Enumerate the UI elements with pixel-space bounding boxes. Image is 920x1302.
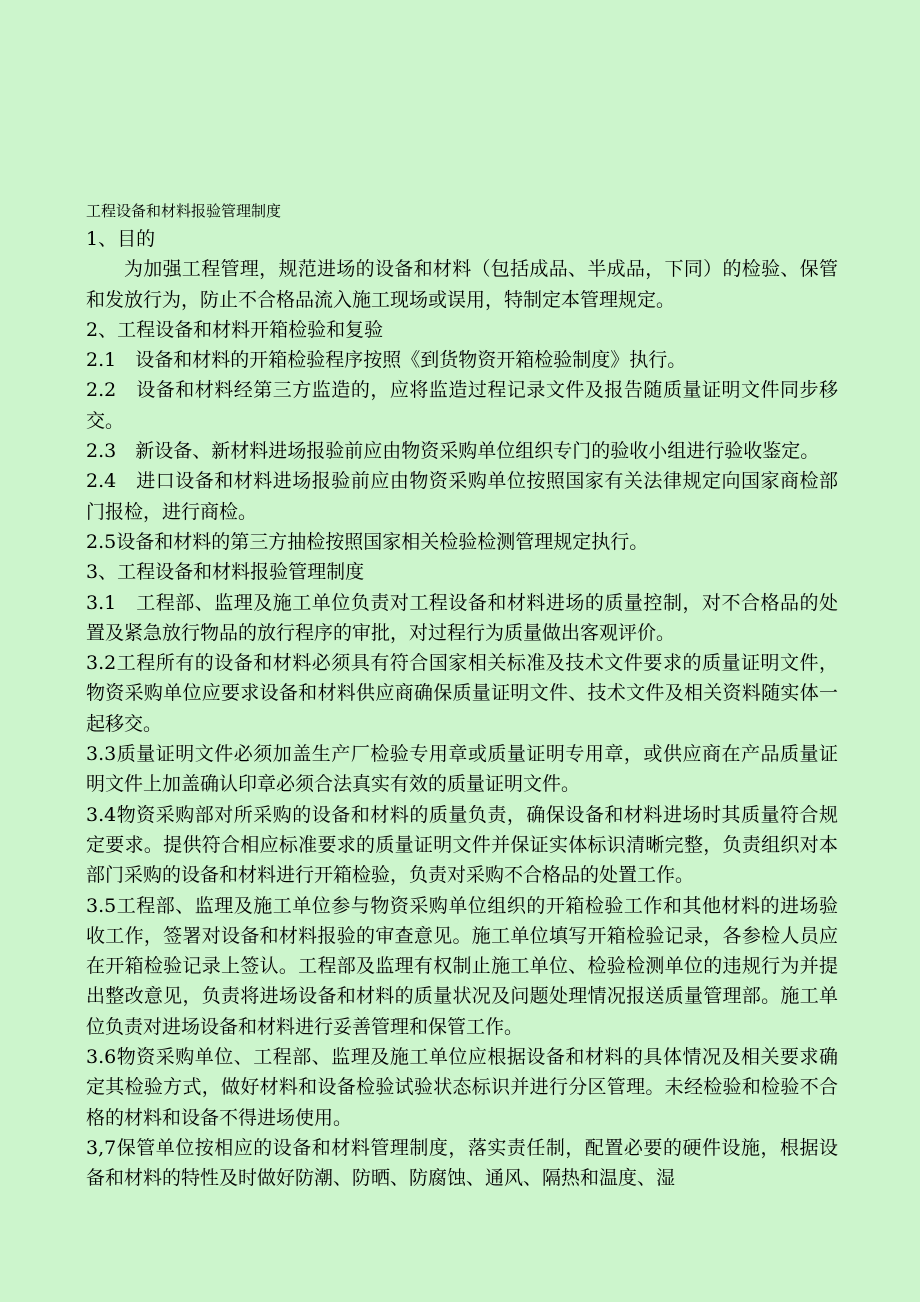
clause-3-3: 3.3质量证明文件必须加盖生产厂检验专用章或质量证明专用章，或供应商在产品质量证明文件上加盖确认印章必须合法真实有效的质量证明文件。 — [86, 743, 838, 796]
clause-3-2: 3.2工程所有的设备和材料必须具有符合国家相关标准及技术文件要求的质量证明文件，物资采购单位应要求设备和材料供应商确保质量证明文件、技术文件及相关资料随实体一起移交。 — [86, 652, 838, 735]
clause-3-7: 3,7保管单位按相应的设备和材料管理制度，落实责任制，配置必要的硬件设施，根据设备和材料的特性及时做好防潮、防晒、防腐蚀、通风、隔热和温度、湿 — [86, 1136, 838, 1190]
heading-section-3: 3、工程设备和材料报验管理制度 — [86, 561, 365, 584]
clause-2-2: 2.2 设备和材料经第三方监造的，应将监造过程记录文件及报告随质量证明文件同步移交。 — [86, 379, 838, 432]
document-body — [86, 224, 838, 1194]
clause-2-1: 2.1 设备和材料的开箱检验程序按照《到货物资开箱检验制度》执行。 — [86, 349, 687, 372]
heading-section-2: 2、工程设备和材料开箱检验和复验 — [86, 318, 384, 341]
clause-2-4: 2.4 进口设备和材料进场报验前应由物资采购单位按照国家有关法律规定向国家商检部门报检，进行商检。 — [86, 470, 838, 523]
document-page — [86, 198, 838, 1194]
clause-3-4: 3.4物资采购部对所采购的设备和材料的质量负责，确保设备和材料进场时其质量符合规定要求。提供符合相应标准要求的质量证明文件并保证实体标识清晰完整，负责组织对本部门采购的设备和材料进行开箱检验，负责对采购不合格品的处置工作。 — [86, 803, 838, 887]
clause-3-1: 3.1 工程部、监理及施工单位负责对工程设备和材料进场的质量控制，对不合格品的处置及紧急放行物品的放行程序的审批，对过程行为质量做出客观评价。 — [86, 591, 838, 644]
clause-2-5: 2.5设备和材料的第三方抽检按照国家相关检验检测管理规定执行。 — [86, 530, 649, 553]
clause-3-6: 3.6物资采购单位、工程部、监理及施工单位应根据设备和材料的具体情况及相关要求确定其检验方式，做好材料和设备检验试验状态标识并进行分区管理。未经检验和检验不合格的材料和设备不得进场使用。 — [86, 1046, 838, 1129]
clause-3-5: 3.5工程部、监理及施工单位参与物资采购单位组织的开箱检验工作和其他材料的进场验收工作，签署对设备和材料报验的审查意见。施工单位填写开箱检验记录，各参检人员应在开箱检验记录上签认。工程部及监理有权制止施工单位、检验检测单位的违规行为并提出整改意见，负责将进场设备和材料的质量状况及问题处理情况报送质量管理部。施工单位负责对进场设备和材料进行妥善管理和保管工作。 — [86, 894, 838, 1038]
clause-2-3: 2.3 新设备、新材料进场报验前应由物资采购单位组织专门的验收小组进行验收鉴定。 — [86, 440, 820, 463]
document-title: 工程设备和材料报验管理制度 — [86, 202, 282, 220]
paragraph-purpose: 为加强工程管理，规范进场的设备和材料（包括成品、半成品，下同）的检验、保管和发放行为，防止不合格品流入施工现场或误用，特制定本管理规定。 — [86, 258, 838, 311]
heading-purpose: 1、目的 — [86, 228, 156, 250]
